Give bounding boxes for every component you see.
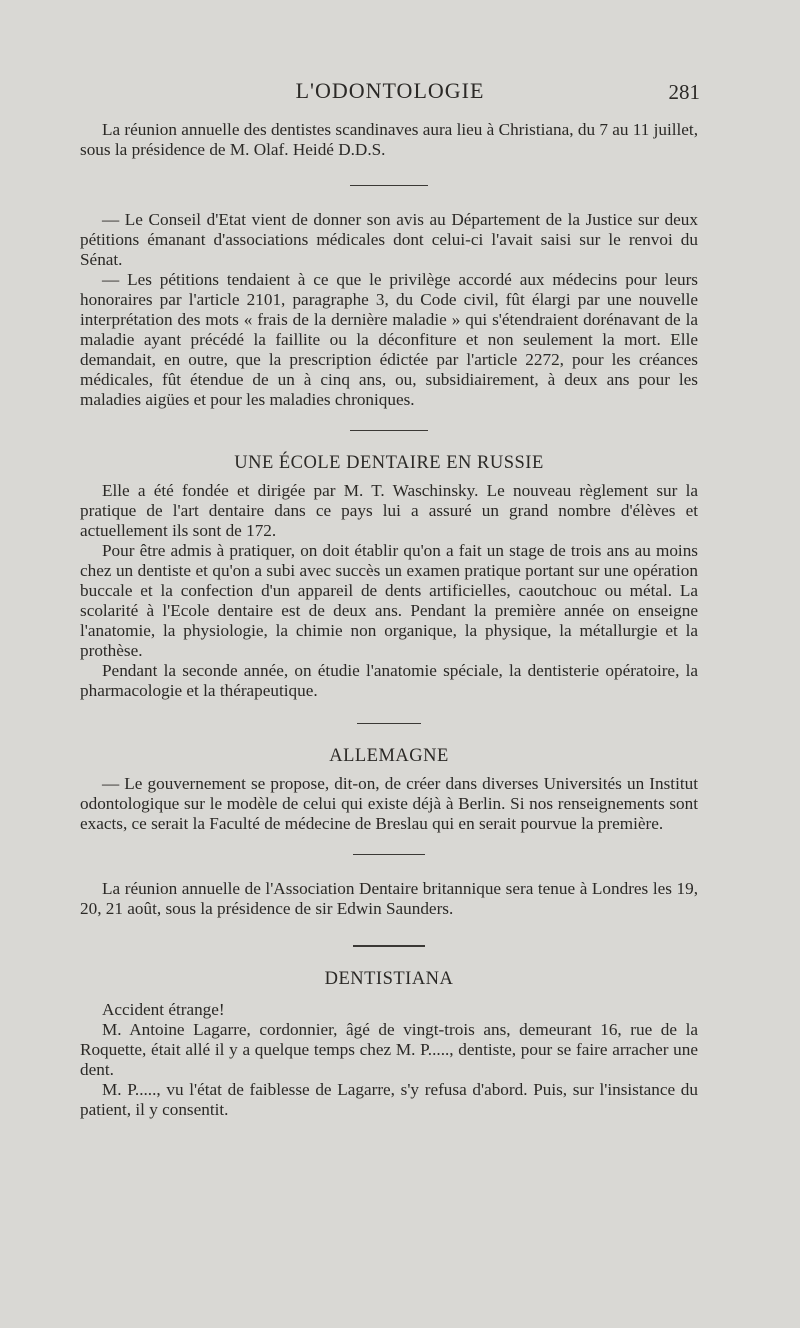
paragraph-association-britannique: La réunion annuelle de l'Association Dentaire britannique sera tenue à Londres les 19, 20, 21 août, sous la présidence de sir Edwin Saunders. (80, 879, 698, 918)
section-rule (353, 945, 425, 947)
page-body (80, 120, 698, 1120)
paragraph-institut-odontologique: — Le gouvernement se propose, dit-on, de créer dans diverses Universités un Institut odontologique sur le modèle de celui qui existe déjà à Berlin. Si nos renseignements sont exacts, ce serait la Faculté de médecine de Breslau qui en serait pourvue la première. (80, 774, 698, 833)
paragraph-seconde-annee: Pendant la seconde année, on étudie l'anatomie spéciale, la dentisterie opératoire, la pharmacologie et la thérapeutique. (80, 661, 698, 700)
section-rule (350, 185, 428, 186)
paragraph-consentement: M. P....., vu l'état de faiblesse de Lagarre, s'y refusa d'abord. Puis, sur l'insistance du patient, il y consentit. (80, 1080, 698, 1119)
paragraph-petitions: — Les pétitions tendaient à ce que le privilège accordé aux médecins pour leurs honoraires par l'article 2101, paragraphe 3, du Code civil, fût élargi par une nouvelle interprétation des mots « frais de la dernière maladie » qui s'étendraient dorénavant de la maladie ayant précédé la faillite ou la déconfiture et non seulement la mort. Elle demandait, en outre, que la prescription édictée par l'article 2272, pour les créances médicales, fût étendue de un à cinq ans, ou, subsidiairement, à deux ans pour les maladies aigües et pour les maladies chroniques. (80, 270, 698, 409)
paragraph-scandinavian-meeting: La réunion annuelle des dentistes scandinaves aura lieu à Christiana, du 7 au 11 juillet, sous la présidence de M. Olaf. Heidé D.D.S. (80, 120, 698, 159)
section-rule (350, 430, 428, 431)
section-rule (353, 854, 425, 855)
paragraph-admission: Pour être admis à pratiquer, on doit établir qu'on a fait un stage de trois ans au moins chez un dentiste et qu'on a subi avec succès un examen pratique portant sur une opération buccale et la confection d'un appareil de dents artificielles, caoutchouc ou métal. La scolarité à l'Ecole dentaire est de deux ans. Pendant la première année on enseigne l'anatomie, la physiologie, la chimie non organique, la physique, la métallurgie et la prothèse. (80, 541, 698, 660)
paragraph-accident: Accident étrange! (102, 1000, 225, 1019)
section-heading-allemagne: ALLEMAGNE (329, 746, 449, 766)
section-heading-dentistiana: DENTISTIANA (324, 969, 454, 989)
section-heading-russie: UNE ÉCOLE DENTAIRE EN RUSSIE (234, 453, 544, 473)
page-number: 281 (668, 80, 700, 104)
section-rule (357, 723, 421, 724)
paragraph-ecole-fondee: Elle a été fondée et dirigée par M. T. Waschinsky. Le nouveau règlement sur la pratique de l'art dentaire dans ce pays lui a assuré un grand nombre d'élèves et actuellement ils sont de 172. (80, 481, 698, 540)
paragraph-conseil-etat: — Le Conseil d'Etat vient de donner son avis au Département de la Justice sur deux pétitions émanant d'associations médicales dont celui-ci l'avait saisi sur le renvoi du Sénat. (80, 210, 698, 269)
running-header (80, 78, 700, 108)
running-title: L'ODONTOLOGIE (295, 78, 485, 103)
paragraph-lagarre: M. Antoine Lagarre, cordonnier, âgé de vingt-trois ans, demeurant 16, rue de la Roquette, était allé il y a quelque temps chez M. P....., dentiste, pour se faire arracher une dent. (80, 1020, 698, 1079)
